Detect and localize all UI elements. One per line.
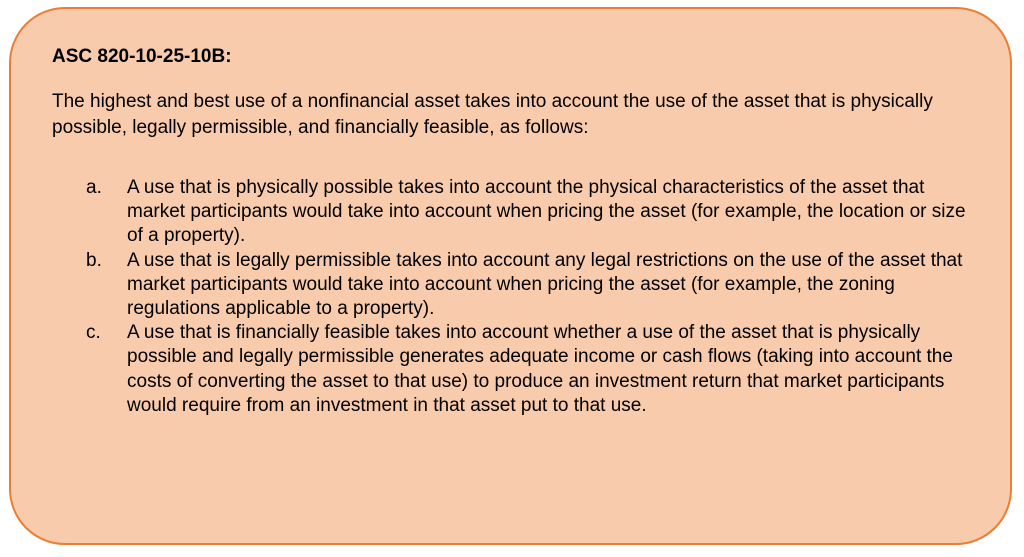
list-marker: c. <box>86 322 101 344</box>
list-marker: a. <box>86 177 102 198</box>
intro-paragraph: The highest and best use of a nonfinancial asset takes into account the use of the asset that is physically possible, legally permissible, and financially feasible, as follows: <box>52 91 933 138</box>
list-item-c <box>52 321 982 418</box>
list-item-text: A use that is financially feasible takes into account whether a use of the asset that is physically possible and legally permissible generates adequate income or cash flows (taking into account the costs of converting the asset to that use) to produce an investment return that market participants would require from an investment in that asset put to that use. <box>127 322 953 416</box>
list-item-b <box>52 249 982 322</box>
list-marker: b. <box>86 249 102 271</box>
criteria-list <box>52 176 982 418</box>
list-item-text: A use that is physically possible takes into account the physical characteristics of the asset that market participants would take into account when pricing the asset (for example, the location or size of a property). <box>127 177 966 247</box>
list-item-a <box>52 176 982 249</box>
section-heading: ASC 820-10-25-10B: <box>52 46 232 67</box>
list-item-text: A use that is legally permissible takes into account any legal restrictions on the use of the asset that market participants would take into account when pricing the asset (for example, the zoning regulations applicable to a property). <box>127 249 963 320</box>
